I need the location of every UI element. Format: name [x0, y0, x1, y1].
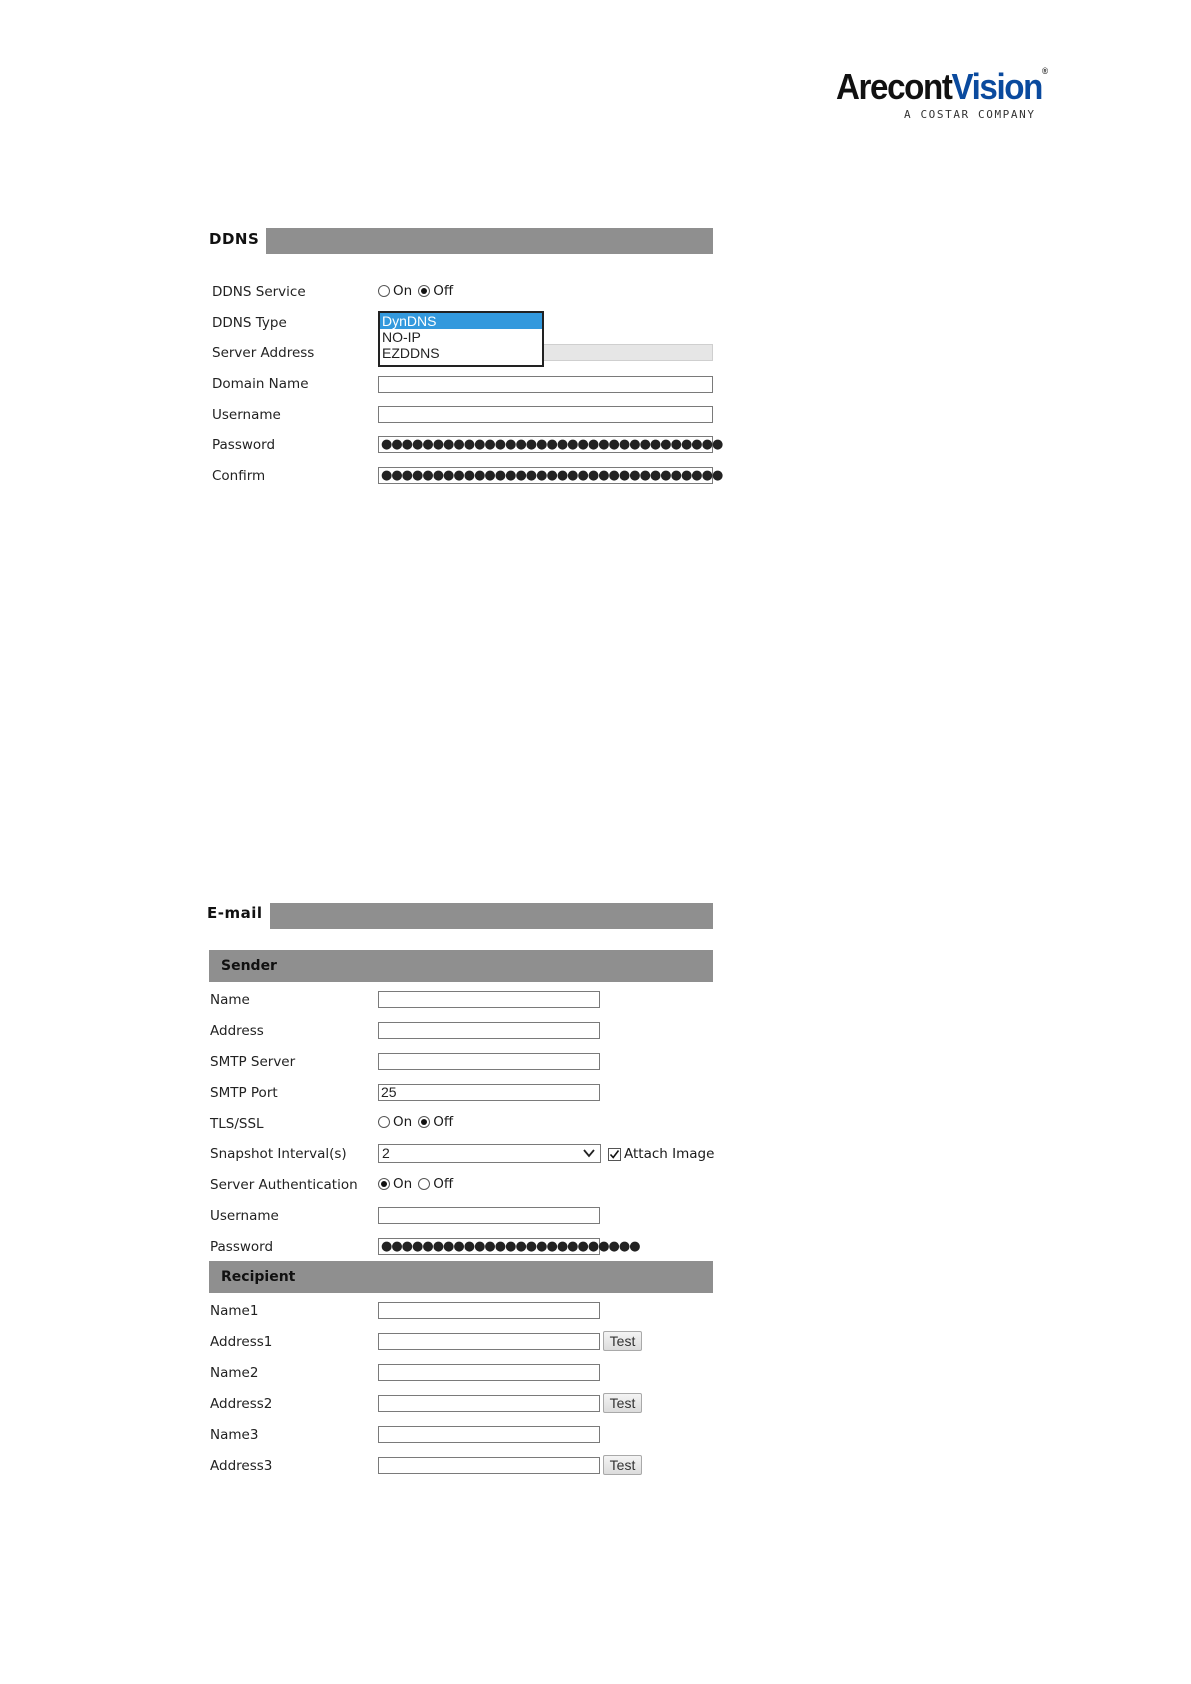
ddns-service-on-radio[interactable]	[378, 285, 390, 297]
recipient-name2-label: Name2	[210, 1365, 259, 1381]
ddns-username-input[interactable]	[378, 406, 713, 423]
server-auth-radio-group	[378, 1176, 459, 1192]
ddns-service-off-label: Off	[433, 283, 454, 299]
email-section-title: E-mail	[207, 904, 263, 922]
ddns-password-input[interactable]: ●●●●●●●●●●●●●●●●●●●●●●●●●●●●●●●●●	[378, 436, 713, 453]
tls-on-label: On	[393, 1114, 413, 1130]
sender-username-input[interactable]	[378, 1207, 600, 1224]
ddns-type-dropdown-list[interactable]	[378, 311, 544, 367]
smtp-port-label: SMTP Port	[210, 1085, 278, 1101]
recipient-name3-input[interactable]	[378, 1426, 600, 1443]
attach-image-checkbox[interactable]	[608, 1148, 621, 1161]
server-address-label: Server Address	[212, 345, 315, 361]
recipient-heading: Recipient	[209, 1261, 713, 1293]
sender-address-input[interactable]	[378, 1022, 600, 1039]
ddns-type-option-noip[interactable]: NO-IP	[382, 329, 421, 345]
sender-address-label: Address	[210, 1023, 264, 1039]
ddns-service-on-label: On	[393, 283, 413, 299]
smtp-server-label: SMTP Server	[210, 1054, 296, 1070]
registered-mark: ®	[1041, 66, 1047, 76]
snapshot-interval-value: 2	[382, 1145, 390, 1161]
ddns-password-label: Password	[212, 437, 276, 453]
auth-off-label: Off	[433, 1176, 454, 1192]
ddns-service-off-radio[interactable]	[418, 285, 430, 297]
attach-image-label: Attach Image	[624, 1146, 715, 1162]
logo-name-part2: Vision	[951, 66, 1042, 107]
sender-heading: Sender	[209, 950, 713, 982]
ddns-type-label: DDNS Type	[212, 315, 287, 331]
recipient-address2-input[interactable]	[378, 1395, 600, 1412]
sender-name-label: Name	[210, 992, 250, 1008]
recipient-address3-input[interactable]	[378, 1457, 600, 1474]
tls-off-label: Off	[433, 1114, 454, 1130]
ddns-service-label: DDNS Service	[212, 284, 306, 300]
tls-ssl-radio-group	[378, 1114, 459, 1130]
logo-name-part1: Arecont	[836, 66, 952, 107]
ddns-confirm-label: Confirm	[212, 468, 266, 484]
ddns-header-bar	[266, 228, 713, 254]
smtp-server-input[interactable]	[378, 1053, 600, 1070]
ddns-username-label: Username	[212, 407, 281, 423]
chevron-down-icon	[582, 1146, 596, 1165]
smtp-port-input[interactable]: 25	[378, 1084, 600, 1101]
sender-name-input[interactable]	[378, 991, 600, 1008]
recipient-name2-input[interactable]	[378, 1364, 600, 1381]
tls-on-radio[interactable]	[378, 1116, 390, 1128]
attach-image-checkbox-wrap	[608, 1146, 714, 1162]
ddns-type-option-ezddns[interactable]: EZDDNS	[382, 345, 440, 361]
ddns-confirm-input[interactable]: ●●●●●●●●●●●●●●●●●●●●●●●●●●●●●●●●●	[378, 467, 713, 484]
recipient-address1-label: Address1	[210, 1334, 273, 1350]
domain-name-label: Domain Name	[212, 376, 309, 392]
auth-on-label: On	[393, 1176, 413, 1192]
checkmark-icon	[609, 1149, 620, 1160]
snapshot-interval-select[interactable]	[378, 1144, 601, 1163]
sender-password-label: Password	[210, 1239, 274, 1255]
auth-off-radio[interactable]	[418, 1178, 430, 1190]
ddns-section-title: DDNS	[209, 230, 260, 248]
recipient-address1-input[interactable]	[378, 1333, 600, 1350]
recipient-name3-label: Name3	[210, 1427, 259, 1443]
recipient-address2-label: Address2	[210, 1396, 273, 1412]
test-address1-button[interactable]: Test	[603, 1331, 642, 1351]
recipient-address3-label: Address3	[210, 1458, 273, 1474]
tls-ssl-label: TLS/SSL	[210, 1116, 264, 1132]
auth-on-radio[interactable]	[378, 1178, 390, 1190]
ddns-service-radio-group	[378, 283, 459, 299]
test-address3-button[interactable]: Test	[603, 1455, 642, 1475]
email-header-bar	[270, 903, 713, 929]
domain-name-input[interactable]	[378, 376, 713, 393]
recipient-name1-label: Name1	[210, 1303, 259, 1319]
sender-password-input[interactable]: ●●●●●●●●●●●●●●●●●●●●●●●●●	[378, 1238, 600, 1255]
recipient-name1-input[interactable]	[378, 1302, 600, 1319]
arecont-vision-logo	[836, 66, 1056, 126]
snapshot-interval-label: Snapshot Interval(s)	[210, 1146, 347, 1162]
logo-wordmark	[836, 66, 1047, 108]
server-auth-label: Server Authentication	[210, 1177, 358, 1193]
ddns-type-option-dyndns[interactable]: DynDNS	[380, 313, 542, 329]
logo-tagline: A COSTAR COMPANY	[904, 108, 1036, 121]
tls-off-radio[interactable]	[418, 1116, 430, 1128]
sender-username-label: Username	[210, 1208, 279, 1224]
test-address2-button[interactable]: Test	[603, 1393, 642, 1413]
